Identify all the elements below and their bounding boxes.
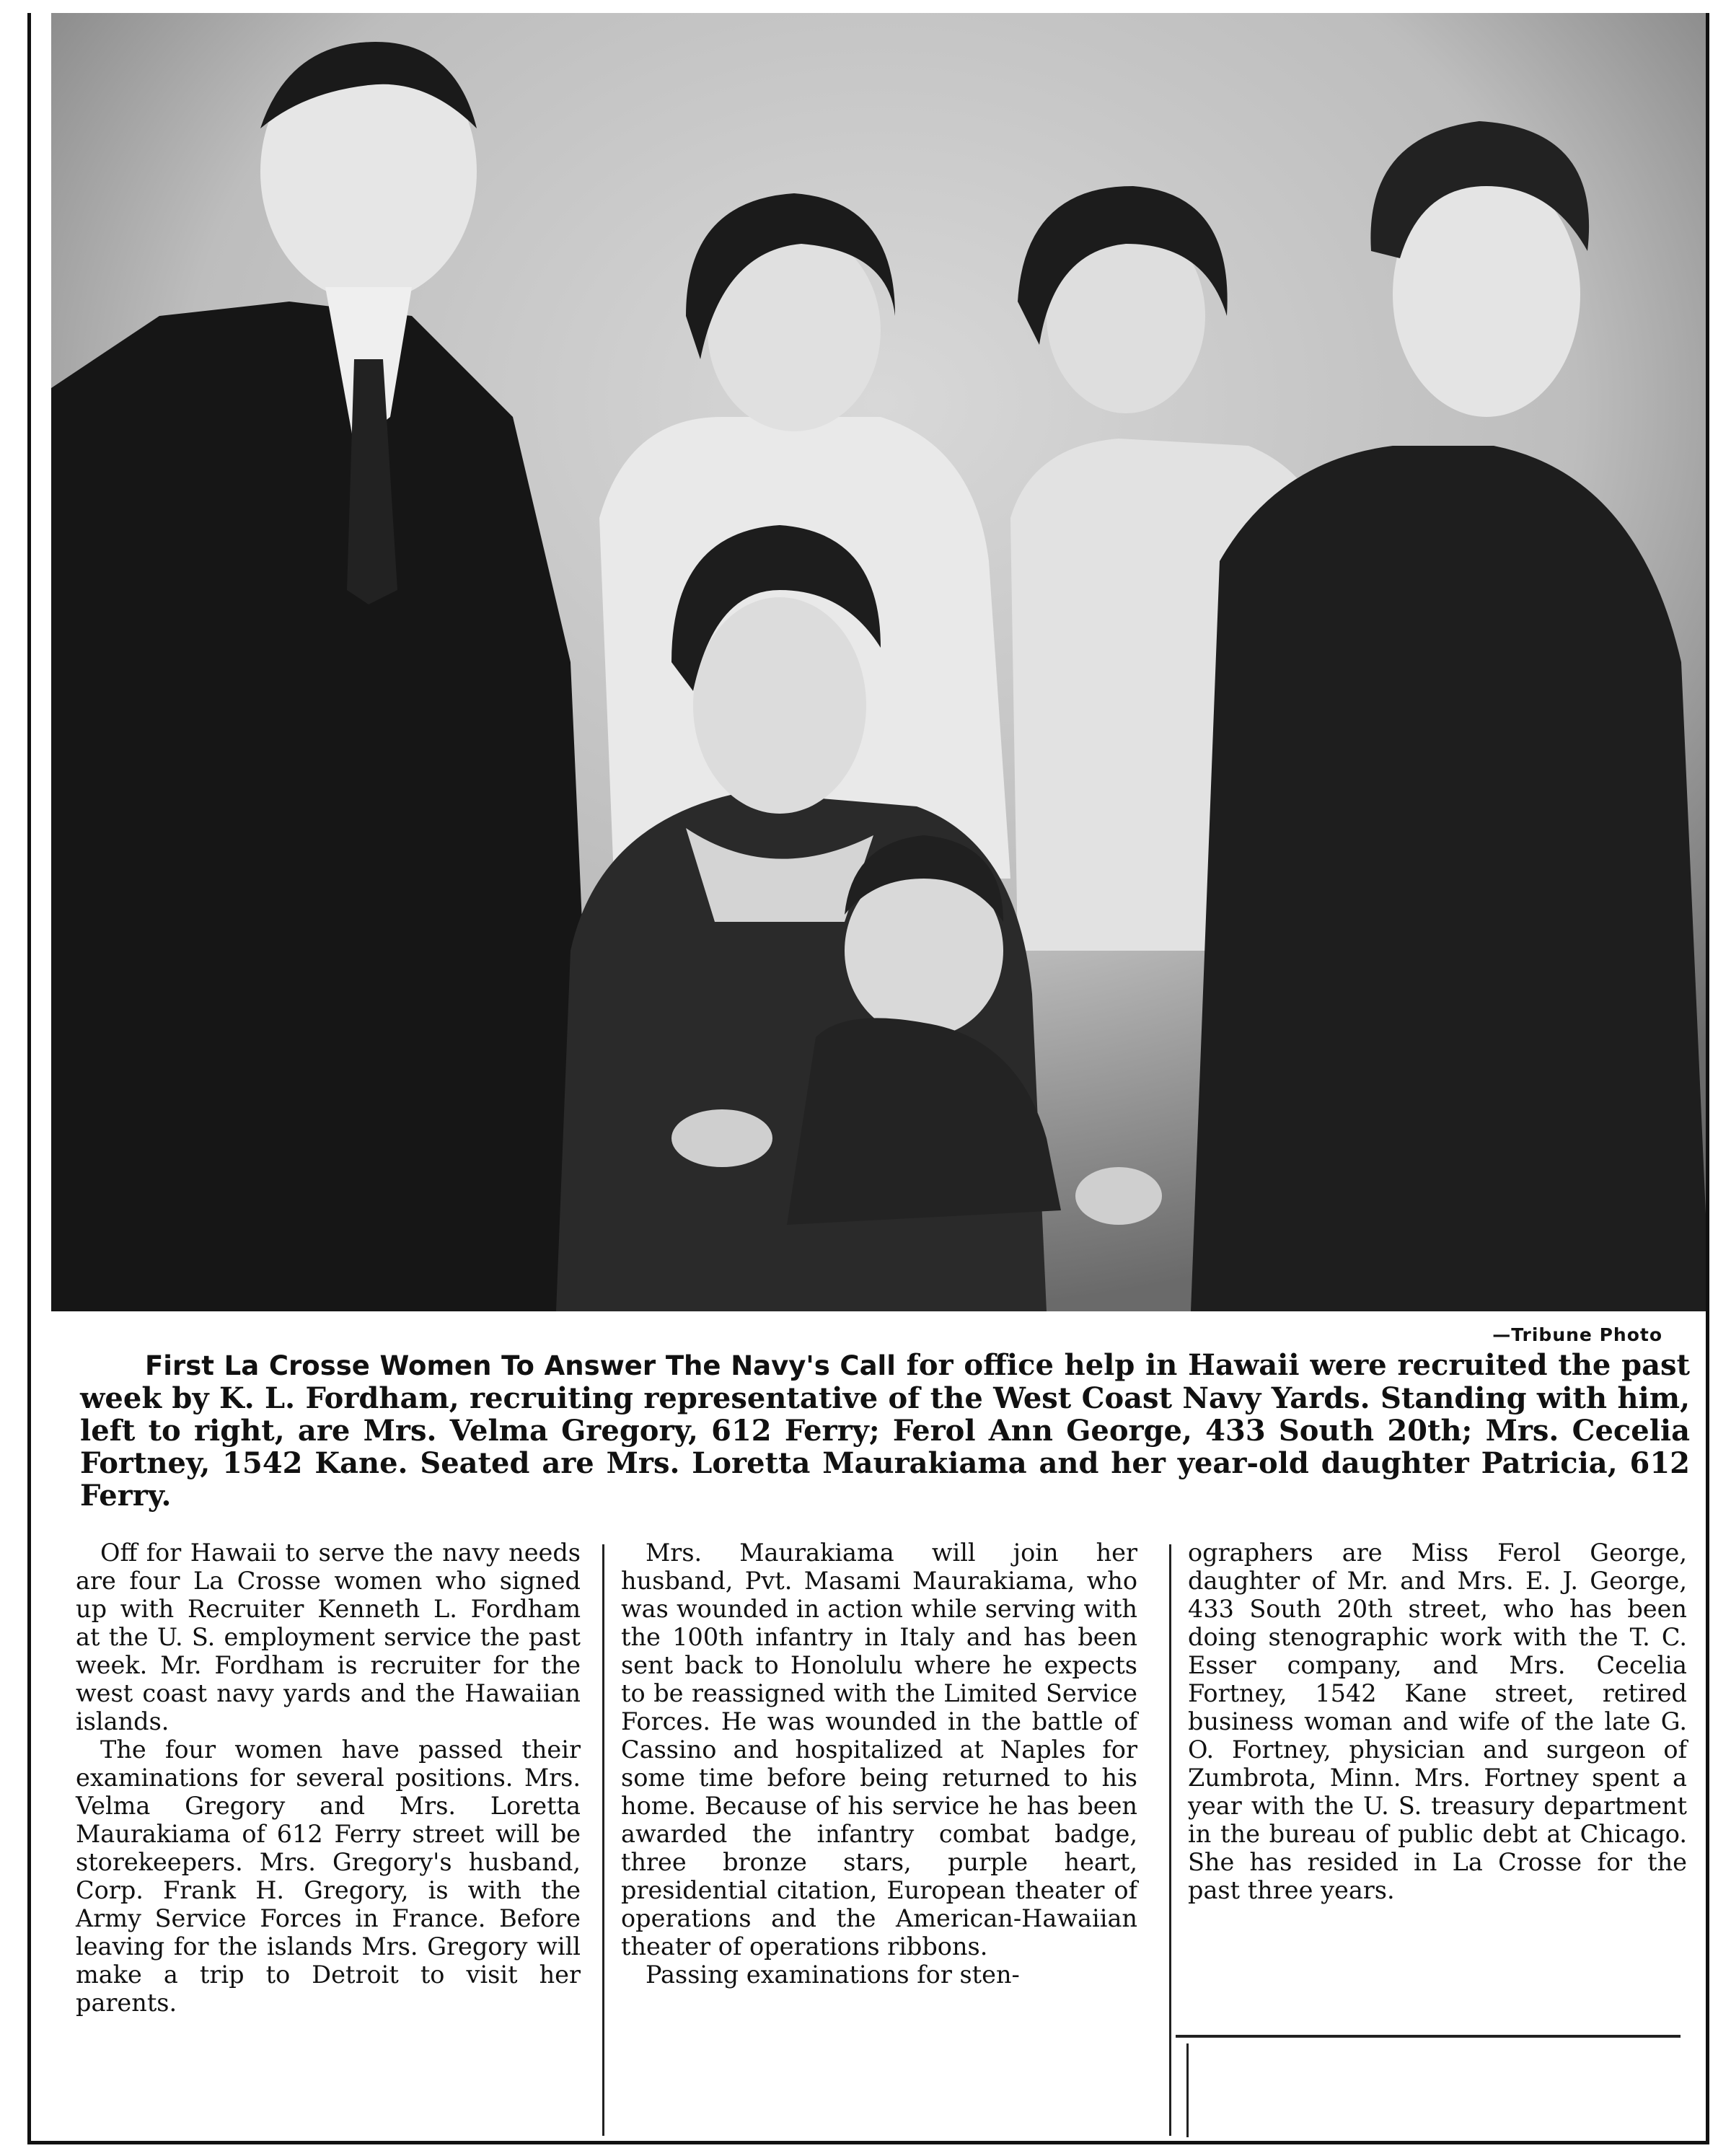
group-photo: [51, 13, 1709, 1311]
column-2-paragraph-1: Mrs. Maurakiama will join her husband, Pvt. Masami Maurakiama, who was wounded in action while serving with the 100th infantry in Italy and has been sent back to Honolulu where he expects to be reassigned with the Limited Service Forces. He was wounded in the battle of Cassino and hospitalized at Naples for some time before being returned to his home. Because of his service he has been awarded the infantry combat badge, three bronze stars, purple heart, presidential citation, European theater of operations and the American-Hawaiian theater of operations ribbons.: [621, 1539, 1137, 1961]
column-1-paragraph-1: Off for Hawaii to serve the navy needs are four La Crosse women who signed up with Recruiter Kenneth L. Fordham at the U. S. employment service the past week. Mr. Fordham is recruiter for the west coast navy yards and the Hawaiian islands.: [76, 1539, 581, 1735]
article-column-3: [1188, 1539, 1687, 1904]
column-2-paragraph-2: Passing examinations for sten-: [646, 1961, 1020, 1989]
newspaper-clipping: [27, 13, 1709, 2144]
column-divider: [1186, 2043, 1189, 2137]
article-body: [47, 1539, 1699, 2144]
column-end-rule: [1176, 2035, 1681, 2038]
caption-text: for office help in Hawaii were recruited the past week by K. L. Fordham, recruiting representative of the West Coast Navy Yards. Standing with him, left to right, are Mrs. Velma Gregory, 612 Ferry; Ferol Ann George, 433 South 20th; Mrs. Cecelia Fortney, 1542 Kane. Seated are Mrs. Loretta Maurakiama and her year-old daughter Patricia, 612 Ferry.: [80, 1348, 1690, 1513]
column-divider: [602, 1544, 604, 2136]
photo-credit: —Tribune Photo: [1492, 1324, 1662, 1345]
column-divider: [1169, 1544, 1171, 2136]
column-1-paragraph-2: The four women have passed their examinations for several positions. Mrs. Velma Gregory and Mrs. Loretta Maurakiama of 612 Ferry street will be storekeepers. Mrs. Gregory's husband, Corp. Frank H. Gregory, is with the Army Service Forces in France. Before leaving for the islands Mrs. Gregory will make a trip to Detroit to visit her parents.: [76, 1735, 581, 2017]
column-3-paragraph-1: ographers are Miss Ferol George, daughter of Mr. and Mrs. E. J. George, 433 South 20th street, who has been doing stenographic work with the T. C. Esser company, and Mrs. Cecelia Fortney, 1542 Kane street, retired business woman and wife of the late G. O. Fortney, physician and surgeon of Zumbrota, Minn. Mrs. Fortney spent a year with the U. S. treasury department in the bureau of public debt at Chicago. She has resided in La Crosse for the past three years.: [1188, 1539, 1687, 1904]
caption-lead: First La Crosse Women To Answer The Navy's Call: [145, 1350, 896, 1381]
article-column-2: [621, 1539, 1137, 1989]
article-column-1: [76, 1539, 581, 2017]
photo-illustration: [51, 13, 1709, 1311]
photo-caption: [80, 1349, 1690, 1512]
